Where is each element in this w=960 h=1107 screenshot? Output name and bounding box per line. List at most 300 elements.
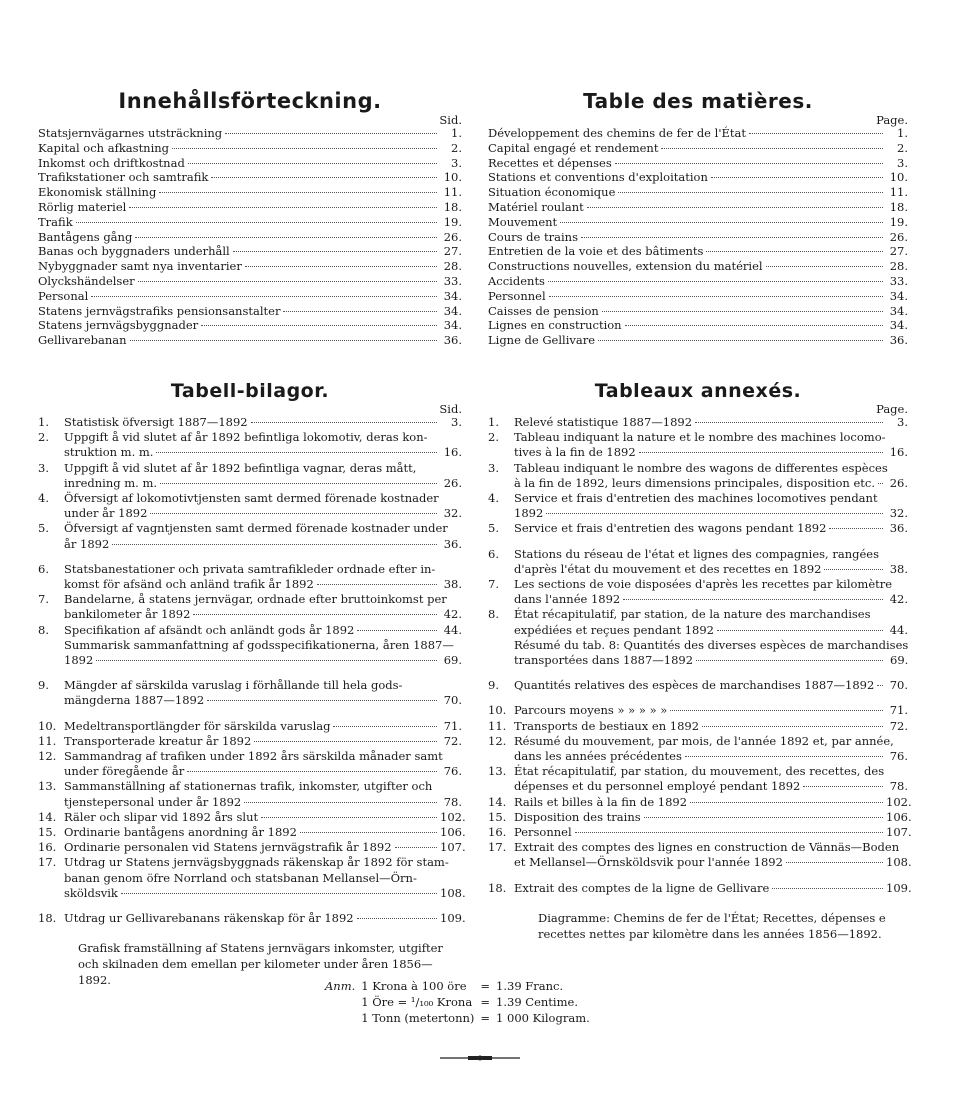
table-title-line: Ordinarie bantågens anordning år 1892 <box>64 825 297 840</box>
toc-entry-label: Ekonomisk ställning <box>38 185 157 200</box>
table-title-line: banan genom öfre Norrland och statsbanan Mellansel—Örn- <box>64 870 417 885</box>
swedish-diagram-note: Grafisk framställning af Statens jernvägars inkomster, utgifter och skilnaden dem emellan per kilometer under åren 1856—1892. <box>78 941 443 988</box>
table-title-line: Statistisk öfversigt 1887—1892 <box>64 414 248 429</box>
table-number: 1. <box>488 414 499 429</box>
table-list-item <box>38 825 466 840</box>
toc-entry <box>38 289 462 304</box>
table-number: 14. <box>38 809 57 824</box>
table-page: 38. <box>889 561 908 576</box>
table-title-line: Tableau indiquant la nature et le nombre des machines locomo- <box>514 430 886 445</box>
table-title-line: sköldsvik <box>64 885 118 900</box>
table-title-line: Rails et billes à la fin de 1892 <box>514 794 688 809</box>
toc-entry <box>488 289 908 304</box>
french-tables-title: Tableaux annexés. <box>594 379 802 402</box>
table-title-line: expédiées et reçues pendant 1892 <box>514 622 715 637</box>
french-diagram-note: Diagramme: Chemins de fer de l'État; Recettes, dépenses e recettes nettes par kilomètre dans les années 1856—1892. <box>538 910 886 941</box>
table-title-line: Öfversigt af vagntjensten samt dermed förenade kostnader under <box>64 521 448 536</box>
table-number: 17. <box>38 855 57 870</box>
toc-entry-page: 10. <box>889 170 908 185</box>
table-title-line: Disposition des trains <box>514 809 641 824</box>
table-page: 106. <box>440 825 466 840</box>
equals-sign: = <box>480 1011 491 1025</box>
table-page: 69. <box>890 653 909 667</box>
table-number: 7. <box>38 592 49 607</box>
table-number: 18. <box>488 880 507 895</box>
table-title-line: Quantités relatives des espèces de marchandises 1887—1892 <box>514 678 875 693</box>
table-title-line: dans l'année 1892 <box>514 592 621 607</box>
conversion-right: 1 000 Kilogram. <box>496 1011 590 1025</box>
toc-entry-page: 27. <box>889 244 908 259</box>
table-number: 8. <box>488 607 499 622</box>
table-page: 108. <box>886 855 912 870</box>
toc-entry-page: 11. <box>889 185 908 200</box>
table-title-line: Les sections de voie disposées d'après les recettes par kilomètre <box>514 576 893 591</box>
toc-entry-page: 34. <box>443 288 462 303</box>
dot-leader <box>160 483 437 484</box>
dot-leader <box>670 710 883 711</box>
toc-entry <box>38 304 462 319</box>
toc-entry-page: 10. <box>443 170 462 185</box>
table-list-item <box>488 880 912 896</box>
dot-leader <box>546 513 883 514</box>
dot-leader <box>130 340 437 341</box>
table-page: 26. <box>443 475 462 490</box>
toc-entry-page: 3. <box>897 155 908 170</box>
table-title-line: Tableau indiquant le nombre des wagons de differentes espèces <box>514 460 888 475</box>
toc-entry-page: 1. <box>897 126 908 140</box>
table-page: 36. <box>889 521 908 536</box>
toc-entry-label: Capital engagé et rendement <box>488 140 659 155</box>
table-number: 7. <box>488 576 499 591</box>
toc-entry-label: Gellivarebanan <box>38 333 127 348</box>
toc-entry <box>488 304 908 319</box>
table-page: 109. <box>886 880 912 895</box>
dot-leader <box>661 148 883 149</box>
dot-leader <box>549 296 883 297</box>
toc-entry-page: 34. <box>889 303 908 318</box>
dot-leader <box>602 311 883 312</box>
table-list-item <box>488 764 908 794</box>
toc-entry-page: 19. <box>889 214 908 229</box>
french-tables-page-header: Page. <box>876 401 908 416</box>
table-title-line: komst för afsänd och anländ trafik år 1892 <box>64 576 314 591</box>
table-title-line: Service et frais d'entretien des machines locomotives pendant <box>514 490 878 505</box>
toc-entry-label: Inkomst och driftkostnad <box>38 155 185 170</box>
table-number: 12. <box>38 749 57 764</box>
table-page: 78. <box>889 779 908 794</box>
table-page: 36. <box>443 536 462 551</box>
table-title-line: Utdrag ur Statens jernvägsbyggnads räkenskap år 1892 för stam- <box>64 855 449 870</box>
table-number: 6. <box>38 561 49 576</box>
table-title-line: Sammandrag af trafiken under 1892 års särskilda månader samt <box>64 749 443 764</box>
table-title-line: dépenses et du personnel employé pendant 1892 <box>514 779 801 794</box>
table-number: 11. <box>488 718 507 733</box>
dot-leader <box>598 340 883 341</box>
toc-entry-page: 3. <box>451 155 462 170</box>
toc-entry-label: Nybyggnader samt nya inventarier <box>38 259 242 274</box>
dot-leader <box>711 177 883 178</box>
dot-leader <box>251 422 437 423</box>
table-list-item <box>38 840 466 855</box>
table-number: 15. <box>488 809 507 824</box>
toc-entry <box>488 333 908 348</box>
table-list-item <box>488 461 908 491</box>
swedish-page-header: Sid. <box>439 113 462 127</box>
dot-leader <box>159 192 437 193</box>
table-page: 32. <box>889 506 908 521</box>
table-number: 6. <box>488 546 499 561</box>
dot-leader <box>560 222 883 223</box>
toc-entry-page: 34. <box>443 303 462 318</box>
dot-leader <box>254 741 437 742</box>
table-list-item <box>488 825 912 840</box>
toc-entry-page: 26. <box>889 229 908 244</box>
toc-entry-page: 1. <box>451 126 462 140</box>
table-page: 42. <box>889 592 908 607</box>
table-page: 70. <box>443 693 462 708</box>
toc-entry-page: 28. <box>443 259 462 274</box>
table-page: 26. <box>889 475 908 490</box>
dot-leader <box>878 483 883 484</box>
table-title-line: Personnel <box>514 825 572 840</box>
table-title-line: under föregående år <box>64 764 185 779</box>
toc-entry <box>488 215 908 230</box>
table-page: 3. <box>897 414 908 429</box>
table-title-line: État récapitulatif, par station, du mouvement, des recettes, des <box>514 764 885 779</box>
swedish-contents-list <box>38 126 462 348</box>
table-page: 72. <box>889 718 908 733</box>
table-title-line: Résumé du mouvement, par mois, de l'année 1892 et, par année, <box>514 733 894 748</box>
swedish-tables-list <box>38 414 466 926</box>
dot-leader <box>76 222 437 223</box>
table-list-item <box>488 719 908 734</box>
dot-leader <box>207 700 437 701</box>
toc-entry-page: 36. <box>443 333 462 348</box>
dot-leader <box>129 207 437 208</box>
toc-entry-label: Personal <box>38 288 89 303</box>
toc-entry <box>38 141 462 156</box>
swedish-tables-page-header: Sid. <box>439 401 462 416</box>
swedish-tables-title: Tabell-bilagor. <box>170 379 330 402</box>
toc-entry-page: 34. <box>889 288 908 303</box>
table-number: 17. <box>488 840 507 855</box>
table-list-item <box>38 415 462 430</box>
table-number: 3. <box>488 460 499 475</box>
table-title-line: et Mellansel—Örnsköldsvik pour l'année 1892 <box>514 855 783 870</box>
toc-entry-label: Situation économique <box>488 185 616 200</box>
table-list-item <box>488 678 908 693</box>
table-list-item <box>488 430 908 460</box>
toc-entry <box>38 230 462 245</box>
dot-leader <box>702 726 883 727</box>
toc-entry <box>488 244 908 259</box>
table-number: 2. <box>38 430 49 445</box>
dot-leader <box>644 817 883 818</box>
toc-entry <box>488 230 908 245</box>
french-column <box>488 88 912 942</box>
table-number: 2. <box>488 430 499 445</box>
table-page: 71. <box>443 718 462 733</box>
table-title-line: d'après l'état du mouvement et des recettes en 1892 <box>514 561 822 576</box>
table-title-line: dans les années précédentes <box>514 749 682 764</box>
table-title-line: Transporterade kreatur år 1892 <box>64 733 252 748</box>
table-page: 3. <box>451 414 462 429</box>
french-page-header: Page. <box>876 113 908 127</box>
equals-sign: = <box>480 995 491 1009</box>
dot-leader <box>696 660 883 661</box>
dot-leader <box>877 685 883 686</box>
table-list-item <box>488 703 908 718</box>
toc-entry <box>38 170 462 185</box>
dot-leader <box>211 177 437 178</box>
toc-entry-label: Statens jernvägstrafiks pensionsanstalter <box>38 303 281 318</box>
table-list-item <box>488 491 908 521</box>
dot-leader <box>706 251 883 252</box>
dot-leader <box>618 192 883 193</box>
dot-leader <box>690 802 883 803</box>
table-number: 5. <box>38 521 49 536</box>
table-title-line: Summarisk sammanfattning af godsspecifikationerna, åren 1887— <box>64 637 454 652</box>
toc-entry-page: 2. <box>897 140 908 155</box>
table-page: 42. <box>443 607 462 622</box>
table-list-item <box>38 430 462 460</box>
toc-entry <box>488 170 908 185</box>
dot-leader <box>261 817 437 818</box>
table-page: 102. <box>440 809 466 824</box>
table-title-line: Medeltransportlängder för särskilda varuslag <box>64 718 331 733</box>
table-page: 106. <box>886 809 912 824</box>
dot-leader <box>193 614 437 615</box>
table-title-line: Mängder af särskilda varuslag i förhållande till hela gods- <box>64 678 403 693</box>
table-list-item <box>488 638 908 668</box>
table-number: 3. <box>38 460 49 475</box>
dot-leader <box>625 325 883 326</box>
table-page: 70. <box>889 678 908 693</box>
table-list-item <box>488 809 912 825</box>
conversion-left: 1 Krona à 100 öre <box>361 979 467 993</box>
table-list-item <box>488 794 912 810</box>
dot-leader <box>357 630 437 631</box>
table-page: 16. <box>443 445 462 460</box>
toc-entry <box>38 200 462 215</box>
toc-entry-label: Statsjernvägarnes utsträckning <box>38 126 223 140</box>
table-number: 9. <box>488 678 499 693</box>
dot-leader <box>138 281 437 282</box>
table-page: 107. <box>886 825 912 840</box>
toc-entry-page: 33. <box>443 273 462 288</box>
table-number: 9. <box>38 678 49 693</box>
dot-leader <box>829 528 883 529</box>
table-list-item <box>38 749 462 779</box>
toc-entry <box>488 141 908 156</box>
dot-leader <box>639 452 883 453</box>
table-title-line: Uppgift å vid slutet af år 1892 befintliga lokomotiv, deras kon- <box>64 430 428 445</box>
conversion-label: Anm. <box>325 979 356 993</box>
table-list-item <box>38 638 462 668</box>
french-tables-list <box>488 414 912 896</box>
toc-entry-page: 27. <box>443 244 462 259</box>
toc-entry-label: Mouvement <box>488 214 558 229</box>
dot-leader <box>91 296 437 297</box>
table-title-line: Ordinarie personalen vid Statens jernvägstrafik år 1892 <box>64 840 392 855</box>
table-list-item <box>38 562 462 592</box>
table-number: 11. <box>38 733 57 748</box>
dot-leader <box>766 266 883 267</box>
conversion-right: 1.39 Franc. <box>496 979 564 993</box>
table-number: 16. <box>488 825 507 840</box>
swedish-title: Innehållsförteckning. <box>118 89 382 113</box>
dot-leader <box>717 630 883 631</box>
dot-leader <box>333 726 437 727</box>
toc-entry <box>38 259 462 274</box>
dot-leader <box>623 599 883 600</box>
table-page: 102. <box>886 794 912 809</box>
table-title-line: Sammanställning af stationernas trafik, inkomster, utgifter och <box>64 779 433 794</box>
dot-leader <box>824 569 883 570</box>
table-title-line: Öfversigt af lokomotivtjensten samt dermed förenade kostnader <box>64 490 439 505</box>
toc-entry <box>488 185 908 200</box>
toc-entry-label: Trafik <box>38 214 73 229</box>
table-number: 14. <box>488 794 507 809</box>
table-list-item <box>38 592 462 622</box>
table-page: 78. <box>443 794 462 809</box>
toc-entry <box>38 126 462 141</box>
dot-leader <box>201 325 437 326</box>
dot-leader <box>244 802 437 803</box>
toc-entry-page: 18. <box>443 199 462 214</box>
toc-entry-label: Kapital och afkastning <box>38 140 170 155</box>
table-title-line: Statsbanestationer och privata samtrafikleder ordnade efter in- <box>64 561 436 576</box>
toc-entry-page: 36. <box>889 333 908 348</box>
table-title-line: tjenstepersonal under år 1892 <box>64 794 242 809</box>
table-number: 10. <box>38 718 57 733</box>
toc-entry-page: 19. <box>443 214 462 229</box>
table-list-item <box>488 607 908 637</box>
dot-leader <box>225 133 437 134</box>
table-page: 108. <box>440 885 466 900</box>
table-title-line: Specifikation af afsändt och anländt gods år 1892 <box>64 622 355 637</box>
table-page: 38. <box>443 576 462 591</box>
toc-entry <box>488 259 908 274</box>
table-title-line: inredning m. m. <box>64 475 158 490</box>
table-number: 16. <box>38 840 57 855</box>
dot-leader <box>695 422 883 423</box>
toc-entry-label: Statens jernvägsbyggnader <box>38 318 199 333</box>
table-title-line: Stations du réseau de l'état et lignes des compagnies, rangées <box>514 546 879 561</box>
table-page: 69. <box>443 653 462 667</box>
equals-sign: = <box>480 979 491 993</box>
toc-entry <box>38 244 462 259</box>
table-list-item <box>488 415 908 430</box>
french-title: Table des matières. <box>583 89 813 113</box>
table-page: 107. <box>440 840 466 855</box>
conversion-right: 1.39 Centime. <box>496 995 578 1009</box>
dot-leader <box>357 918 437 919</box>
table-list-item <box>38 491 462 521</box>
toc-entry <box>488 156 908 171</box>
table-title-line: Transports de bestiaux en 1892 <box>514 718 700 733</box>
dot-leader <box>317 584 437 585</box>
toc-entry-page: 2. <box>451 140 462 155</box>
dot-leader <box>615 163 883 164</box>
toc-entry <box>488 274 908 289</box>
table-list-item <box>488 547 908 577</box>
dot-leader <box>121 893 437 894</box>
toc-entry-label: Cours de trains <box>488 229 578 244</box>
dot-leader <box>803 786 883 787</box>
table-title-line: à la fin de 1892, leurs dimensions principales, disposition etc. <box>514 475 875 490</box>
table-title-line: Extrait des comptes des lignes en construction de Vännäs—Boden <box>514 840 900 855</box>
toc-entry-label: Caisses de pension <box>488 303 599 318</box>
dot-leader <box>786 862 883 863</box>
toc-entry-label: Recettes et dépenses <box>488 155 612 170</box>
table-list-item <box>38 623 462 638</box>
table-page: 72. <box>443 733 462 748</box>
toc-entry <box>488 200 908 215</box>
toc-entry <box>38 318 462 333</box>
dot-leader <box>283 311 437 312</box>
toc-entry-label: Personnel <box>488 288 546 303</box>
table-list-item <box>38 855 466 901</box>
table-title-line: tives à la fin de 1892 <box>514 445 636 460</box>
table-number: 4. <box>38 490 49 505</box>
table-number: 4. <box>488 490 499 505</box>
table-list-item <box>488 840 912 870</box>
table-title-line: 1892 <box>514 506 544 521</box>
toc-entry <box>488 318 908 333</box>
toc-entry-label: Accidents <box>488 273 545 288</box>
dot-leader <box>187 771 437 772</box>
currency-conversion-note <box>322 978 682 1026</box>
table-number: 13. <box>488 764 507 779</box>
table-number: 12. <box>488 733 507 748</box>
dot-leader <box>156 452 437 453</box>
toc-entry-page: 28. <box>889 259 908 274</box>
table-title-line: Service et frais d'entretien des wagons pendant 1892 <box>514 521 827 536</box>
toc-entry-page: 26. <box>443 229 462 244</box>
table-number: 5. <box>488 521 499 536</box>
table-title-line: Relevé statistique 1887—1892 <box>514 414 693 429</box>
dot-leader <box>685 756 883 757</box>
dot-leader <box>395 847 437 848</box>
toc-entry-label: Olyckshändelser <box>38 273 135 288</box>
dot-leader <box>749 133 883 134</box>
table-page: 44. <box>889 622 908 637</box>
table-title-line: Parcours moyens » » » » » <box>514 703 668 718</box>
toc-entry-label: Ligne de Gellivare <box>488 333 596 348</box>
dot-leader <box>172 148 437 149</box>
toc-entry-page: 33. <box>889 273 908 288</box>
toc-entry <box>38 156 462 171</box>
dot-leader <box>575 832 883 833</box>
table-title-line: transportées dans 1887—1892 <box>514 653 694 667</box>
table-page: 32. <box>443 506 462 521</box>
toc-entry-label: Entretien de la voie et des bâtiments <box>488 244 704 259</box>
table-title-line: under år 1892 <box>64 506 148 521</box>
table-title-line: struktion m. m. <box>64 445 154 460</box>
toc-entry <box>488 126 908 141</box>
toc-entry-label: Trafikstationer och samtrafik <box>38 170 209 185</box>
toc-entry-label: Stations et conventions d'exploitation <box>488 170 708 185</box>
table-page: 71. <box>889 703 908 718</box>
dot-leader <box>581 237 883 238</box>
table-title-line: år 1892 <box>64 536 110 551</box>
table-title-line: Bandelarne, å statens jernvägar, ordnade efter bruttoinkomst per <box>64 592 447 607</box>
conversion-left: 1 Tonn (metertonn) <box>361 1011 475 1025</box>
table-list-item <box>488 577 908 607</box>
table-title-line: mängderna 1887—1892 <box>64 693 205 708</box>
table-list-item <box>38 734 462 749</box>
